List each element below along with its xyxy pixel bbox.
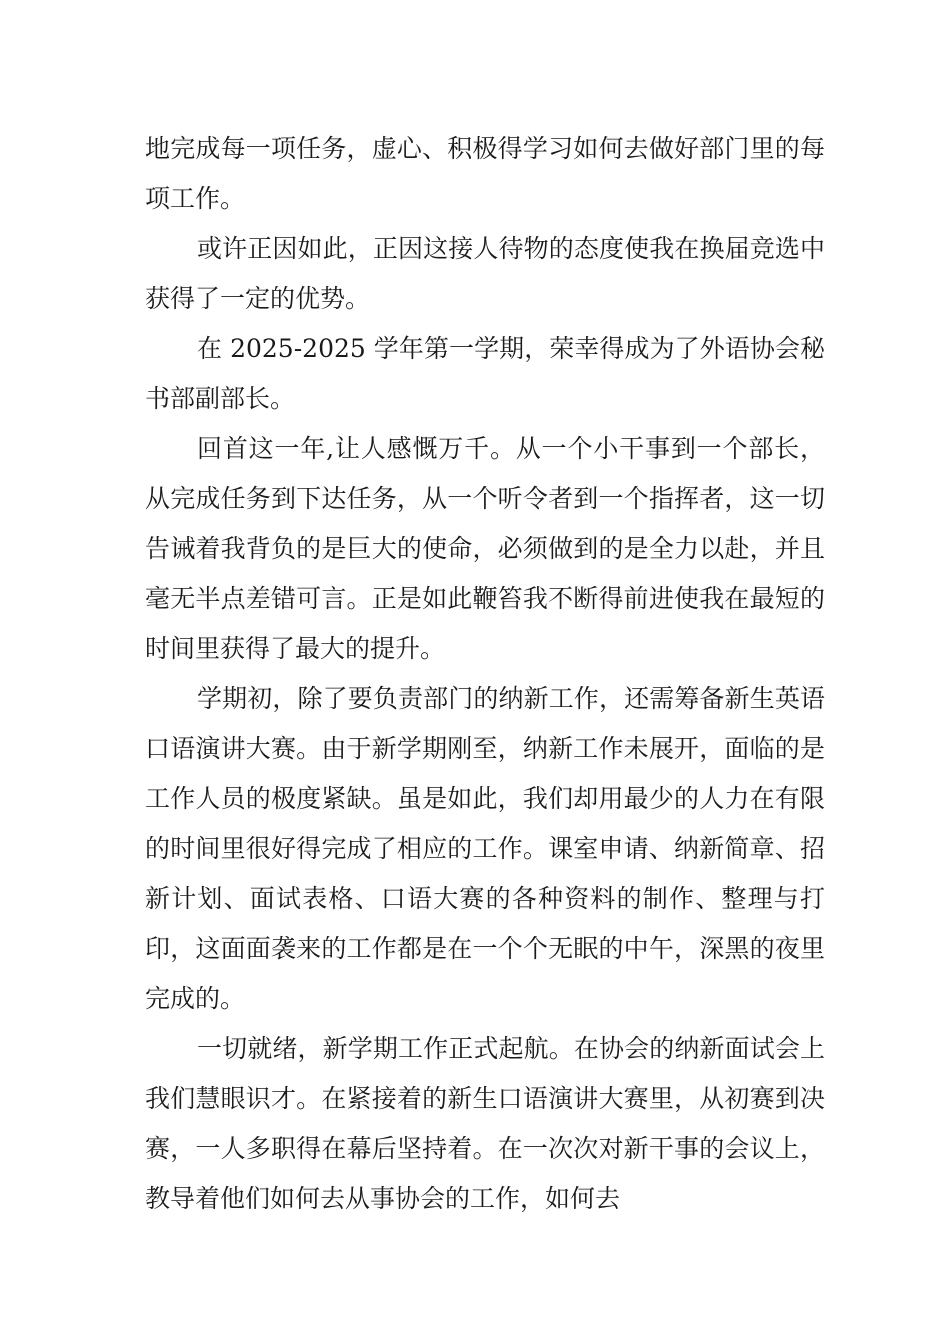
paragraph-2: 或许正因如此，正因这接人待物的态度使我在换届竞选中获得了一定的优势。 [145, 234, 825, 313]
document-body [145, 124, 825, 1224]
paragraph-3: 在 2025-2025 学年第一学期，荣幸得成为了外语协会秘书部副部长。 [145, 334, 825, 413]
paragraph-4: 回首这一年,让人感慨万千。从一个小干事到一个部长，从完成任务到下达任务，从一个听令者到一个指挥者，这一切告诫着我背负的是巨大的使命，必须做到的是全力以赴，并且毫无半点差错可言。正是如此鞭笞我不断得前进使我在最短的时间里获得了最大的提升。 [145, 434, 825, 663]
paragraph-5: 学期初，除了要负责部门的纳新工作，还需筹备新生英语口语演讲大赛。由于新学期刚至，纳新工作未展开，面临的是工作人员的极度紧缺。虽是如此，我们却用最少的人力在有限的时间里很好得完成了相应的工作。课室申请、纳新简章、招新计划、面试表格、口语大赛的各种资料的制作、整理与打印，这面面袭来的工作都是在一个个无眠的中午，深黑的夜里完成的。 [145, 684, 825, 1013]
paragraph-6: 一切就绪，新学期工作正式起航。在协会的纳新面试会上我们慧眼识才。在紧接着的新生口语演讲大赛里，从初赛到决赛，一人多职得在幕后坚持着。在一次次对新干事的会议上，教导着他们如何去从事协会的工作，如何去 [145, 1034, 825, 1213]
paragraph-1: 地完成每一项任务，虚心、积极得学习如何去做好部门里的每项工作。 [145, 134, 825, 213]
